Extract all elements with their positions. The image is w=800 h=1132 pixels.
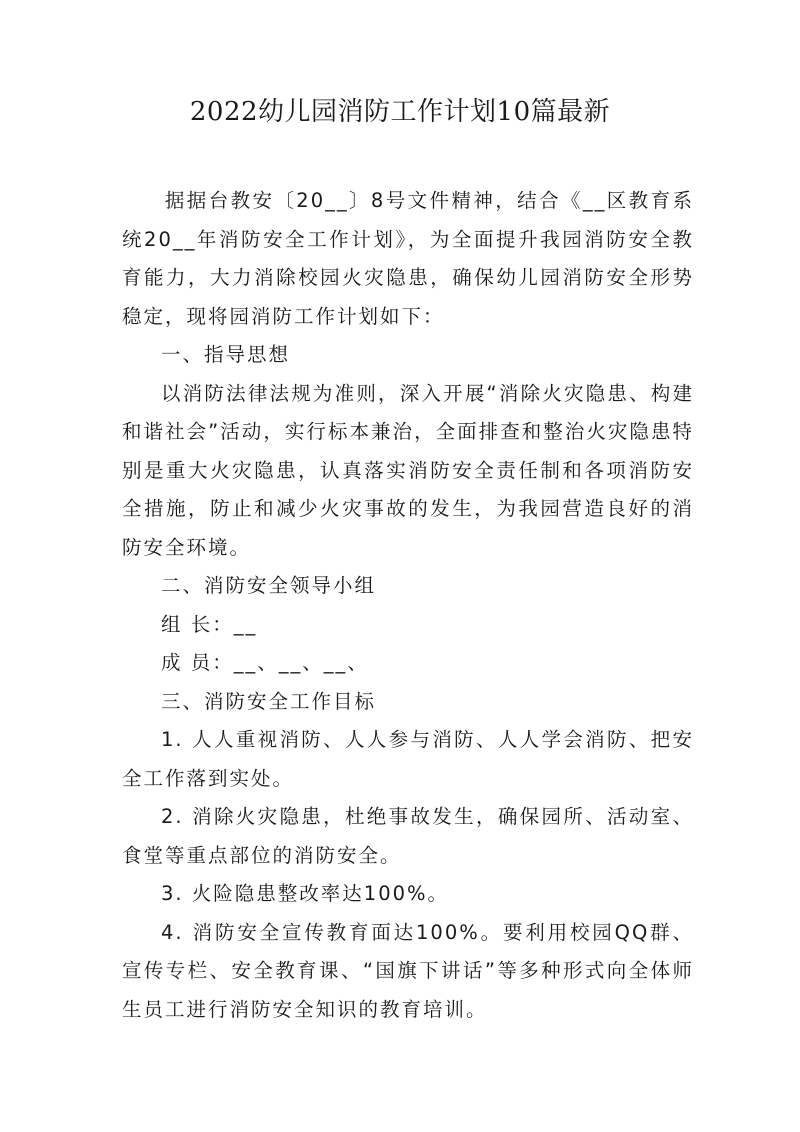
section-heading-work-goals: 三、消防安全工作目标 <box>161 689 377 713</box>
guiding-ideology-paragraph: 以消防法律法规为准则，深入开展“消除火灾隐患、构建和谐社会”活动，实行标本兼治，全面排查和整治火灾隐患特别是重大火灾隐患，认真落实消防安全责任制和各项消防安全措施，防止和减少火灾事故的发生，为我园营造良好的消防安全环境。 <box>122 381 694 559</box>
document-body <box>122 182 694 1029</box>
intro-paragraph: 据据台教安〔20__〕8号文件精神，结合《__区教育系统20__年消防安全工作计划》，为全面提升我园消防安全教育能力，大力消除校园火灾隐患，确保幼儿园消防安全形势稳定，现将园消防工作计划如下： <box>122 189 694 328</box>
section-heading-guiding-ideology: 一、指导思想 <box>161 343 291 366</box>
group-members-line: 成 员：__、__、__、 <box>161 651 369 674</box>
goal-item-4: 4. 消防安全宣传教育面达100%。要利用校园QQ群、宣传专栏、安全教育课、“国旗下讲话”等多种形式向全体师生员工进行消防安全知识的教育培训。 <box>122 920 694 1021</box>
goal-item-3: 3. 火险隐患整改率达100%。 <box>161 882 450 905</box>
section-heading-leadership-group: 二、消防安全领导小组 <box>161 574 377 597</box>
goal-item-2: 2. 消除火灾隐患，杜绝事故发生，确保园所、活动室、食堂等重点部位的消防安全。 <box>122 805 694 867</box>
document-title: 2022幼儿园消防工作计划10篇最新 <box>189 97 611 127</box>
goal-item-1: 1. 人人重视消防、人人参与消防、人人学会消防、把安全工作落到实处。 <box>122 728 694 790</box>
group-leader-line: 组 长：__ <box>161 612 258 636</box>
